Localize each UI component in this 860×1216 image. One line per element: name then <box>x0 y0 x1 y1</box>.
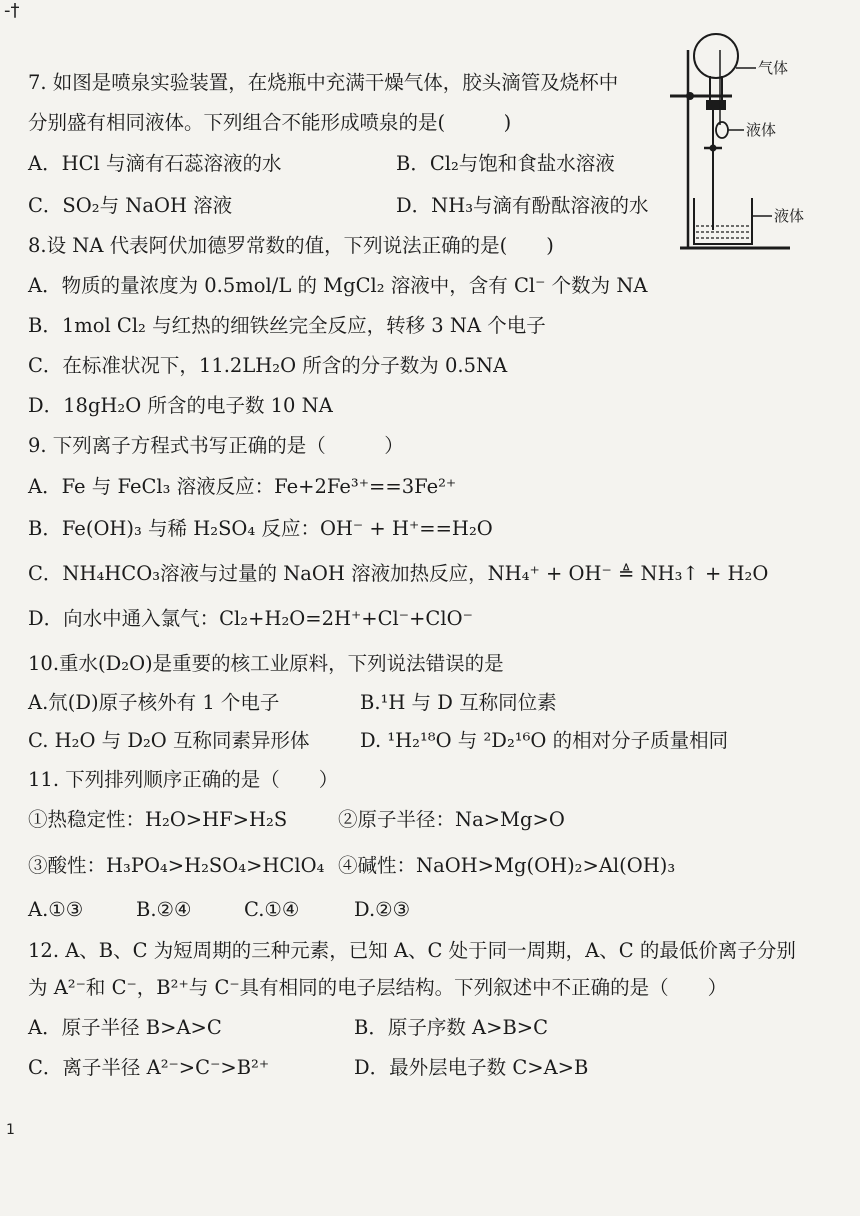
q11-item-4: ④碱性：NaOH>Mg(OH)₂>Al(OH)₃ <box>338 854 676 877</box>
q8-option-b: B．1mol Cl₂ 与红热的细铁丝完全反应，转移 3 NA 个电子 <box>28 314 546 337</box>
q10-option-c: C. H₂O 与 D₂O 互称同素异形体 <box>28 729 310 752</box>
q7-option-c: C．SO₂与 NaOH 溶液 <box>28 194 233 217</box>
q12-option-d: D．最外层电子数 C>A>B <box>354 1056 589 1079</box>
q12-stem-line1: 12. A、B、C 为短周期的三种元素，已知 A、C 处于同一周期，A、C 的最低价离子分别 <box>28 939 796 962</box>
q7-option-a: A．HCl 与滴有石蕊溶液的水 <box>28 152 282 175</box>
q11-stem: 11. 下列排列顺序正确的是（ ） <box>28 768 339 791</box>
fig-label-gas: 气体 <box>758 59 789 77</box>
q10-option-a: A.氘(D)原子核外有 1 个电子 <box>28 691 280 714</box>
q11-item-3: ③酸性：H₃PO₄>H₂SO₄>HClO₄ <box>28 854 325 877</box>
q12-option-b: B．原子序数 A>B>C <box>354 1016 549 1039</box>
fountain-apparatus-figure <box>660 30 860 260</box>
q9-option-b: B．Fe(OH)₃ 与稀 H₂SO₄ 反应：OH⁻ + H⁺==H₂O <box>28 517 493 540</box>
q7-stem-line1: 7. 如图是喷泉实验装置，在烧瓶中充满干燥气体，胶头滴管及烧杯中 <box>28 71 619 94</box>
q11-item-1: ①热稳定性：H₂O>HF>H₂S <box>28 808 288 831</box>
q9-option-a: A．Fe 与 FeCl₃ 溶液反应：Fe+2Fe³⁺==3Fe²⁺ <box>28 475 457 498</box>
q11-option-b: B.②④ <box>136 898 192 921</box>
fig-label-liquid-bottom: 液体 <box>774 207 805 225</box>
fig-label-liquid-top: 液体 <box>746 121 777 139</box>
q12-stem-line2: 为 A²⁻和 C⁻，B²⁺与 C⁻具有相同的电子层结构。下列叙述中不正确的是（ ） <box>28 976 728 999</box>
q9-option-d: D．向水中通入氯气：Cl₂+H₂O=2H⁺+Cl⁻+ClO⁻ <box>28 607 473 630</box>
q9-stem: 9. 下列离子方程式书写正确的是（ ） <box>28 434 404 457</box>
q11-option-d: D.②③ <box>354 898 411 921</box>
q8-option-a: A．物质的量浓度为 0.5mol/L 的 MgCl₂ 溶液中，含有 Cl⁻ 个数为 NA <box>28 274 648 297</box>
q12-option-a: A．原子半径 B>A>C <box>28 1016 222 1039</box>
q10-stem: 10.重水(D₂O)是重要的核工业原料，下列说法错误的是 <box>28 652 504 675</box>
q9-option-c: C．NH₄HCO₃溶液与过量的 NaOH 溶液加热反应，NH₄⁺ + OH⁻ ≜ NH₃↑ + H₂O <box>28 562 769 585</box>
q8-option-d: D．18gH₂O 所含的电子数 10 NA <box>28 394 333 417</box>
q12-option-c: C．离子半径 A²⁻>C⁻>B²⁺ <box>28 1056 270 1079</box>
q8-stem: 8.设 NA 代表阿伏加德罗常数的值，下列说法正确的是( ) <box>28 234 554 257</box>
corner-mark: -† <box>4 0 20 21</box>
q11-option-a: A.①③ <box>28 898 84 921</box>
q7-option-b: B．Cl₂与饱和食盐水溶液 <box>396 152 615 175</box>
q7-stem-line2: 分别盛有相同液体。下列组合不能形成喷泉的是( ) <box>28 111 512 134</box>
q10-option-b: B.¹H 与 D 互称同位素 <box>360 691 557 714</box>
q11-option-c: C.①④ <box>244 898 300 921</box>
q10-option-d: D. ¹H₂¹⁸O 与 ²D₂¹⁶O 的相对分子质量相同 <box>360 729 729 752</box>
q8-option-c: C．在标准状况下，11.2LH₂O 所含的分子数为 0.5NA <box>28 354 508 377</box>
page-mark: 1 <box>6 1122 15 1138</box>
q11-item-2: ②原子半径：Na>Mg>O <box>338 808 565 831</box>
q7-option-d: D．NH₃与滴有酚酞溶液的水 <box>396 194 649 217</box>
